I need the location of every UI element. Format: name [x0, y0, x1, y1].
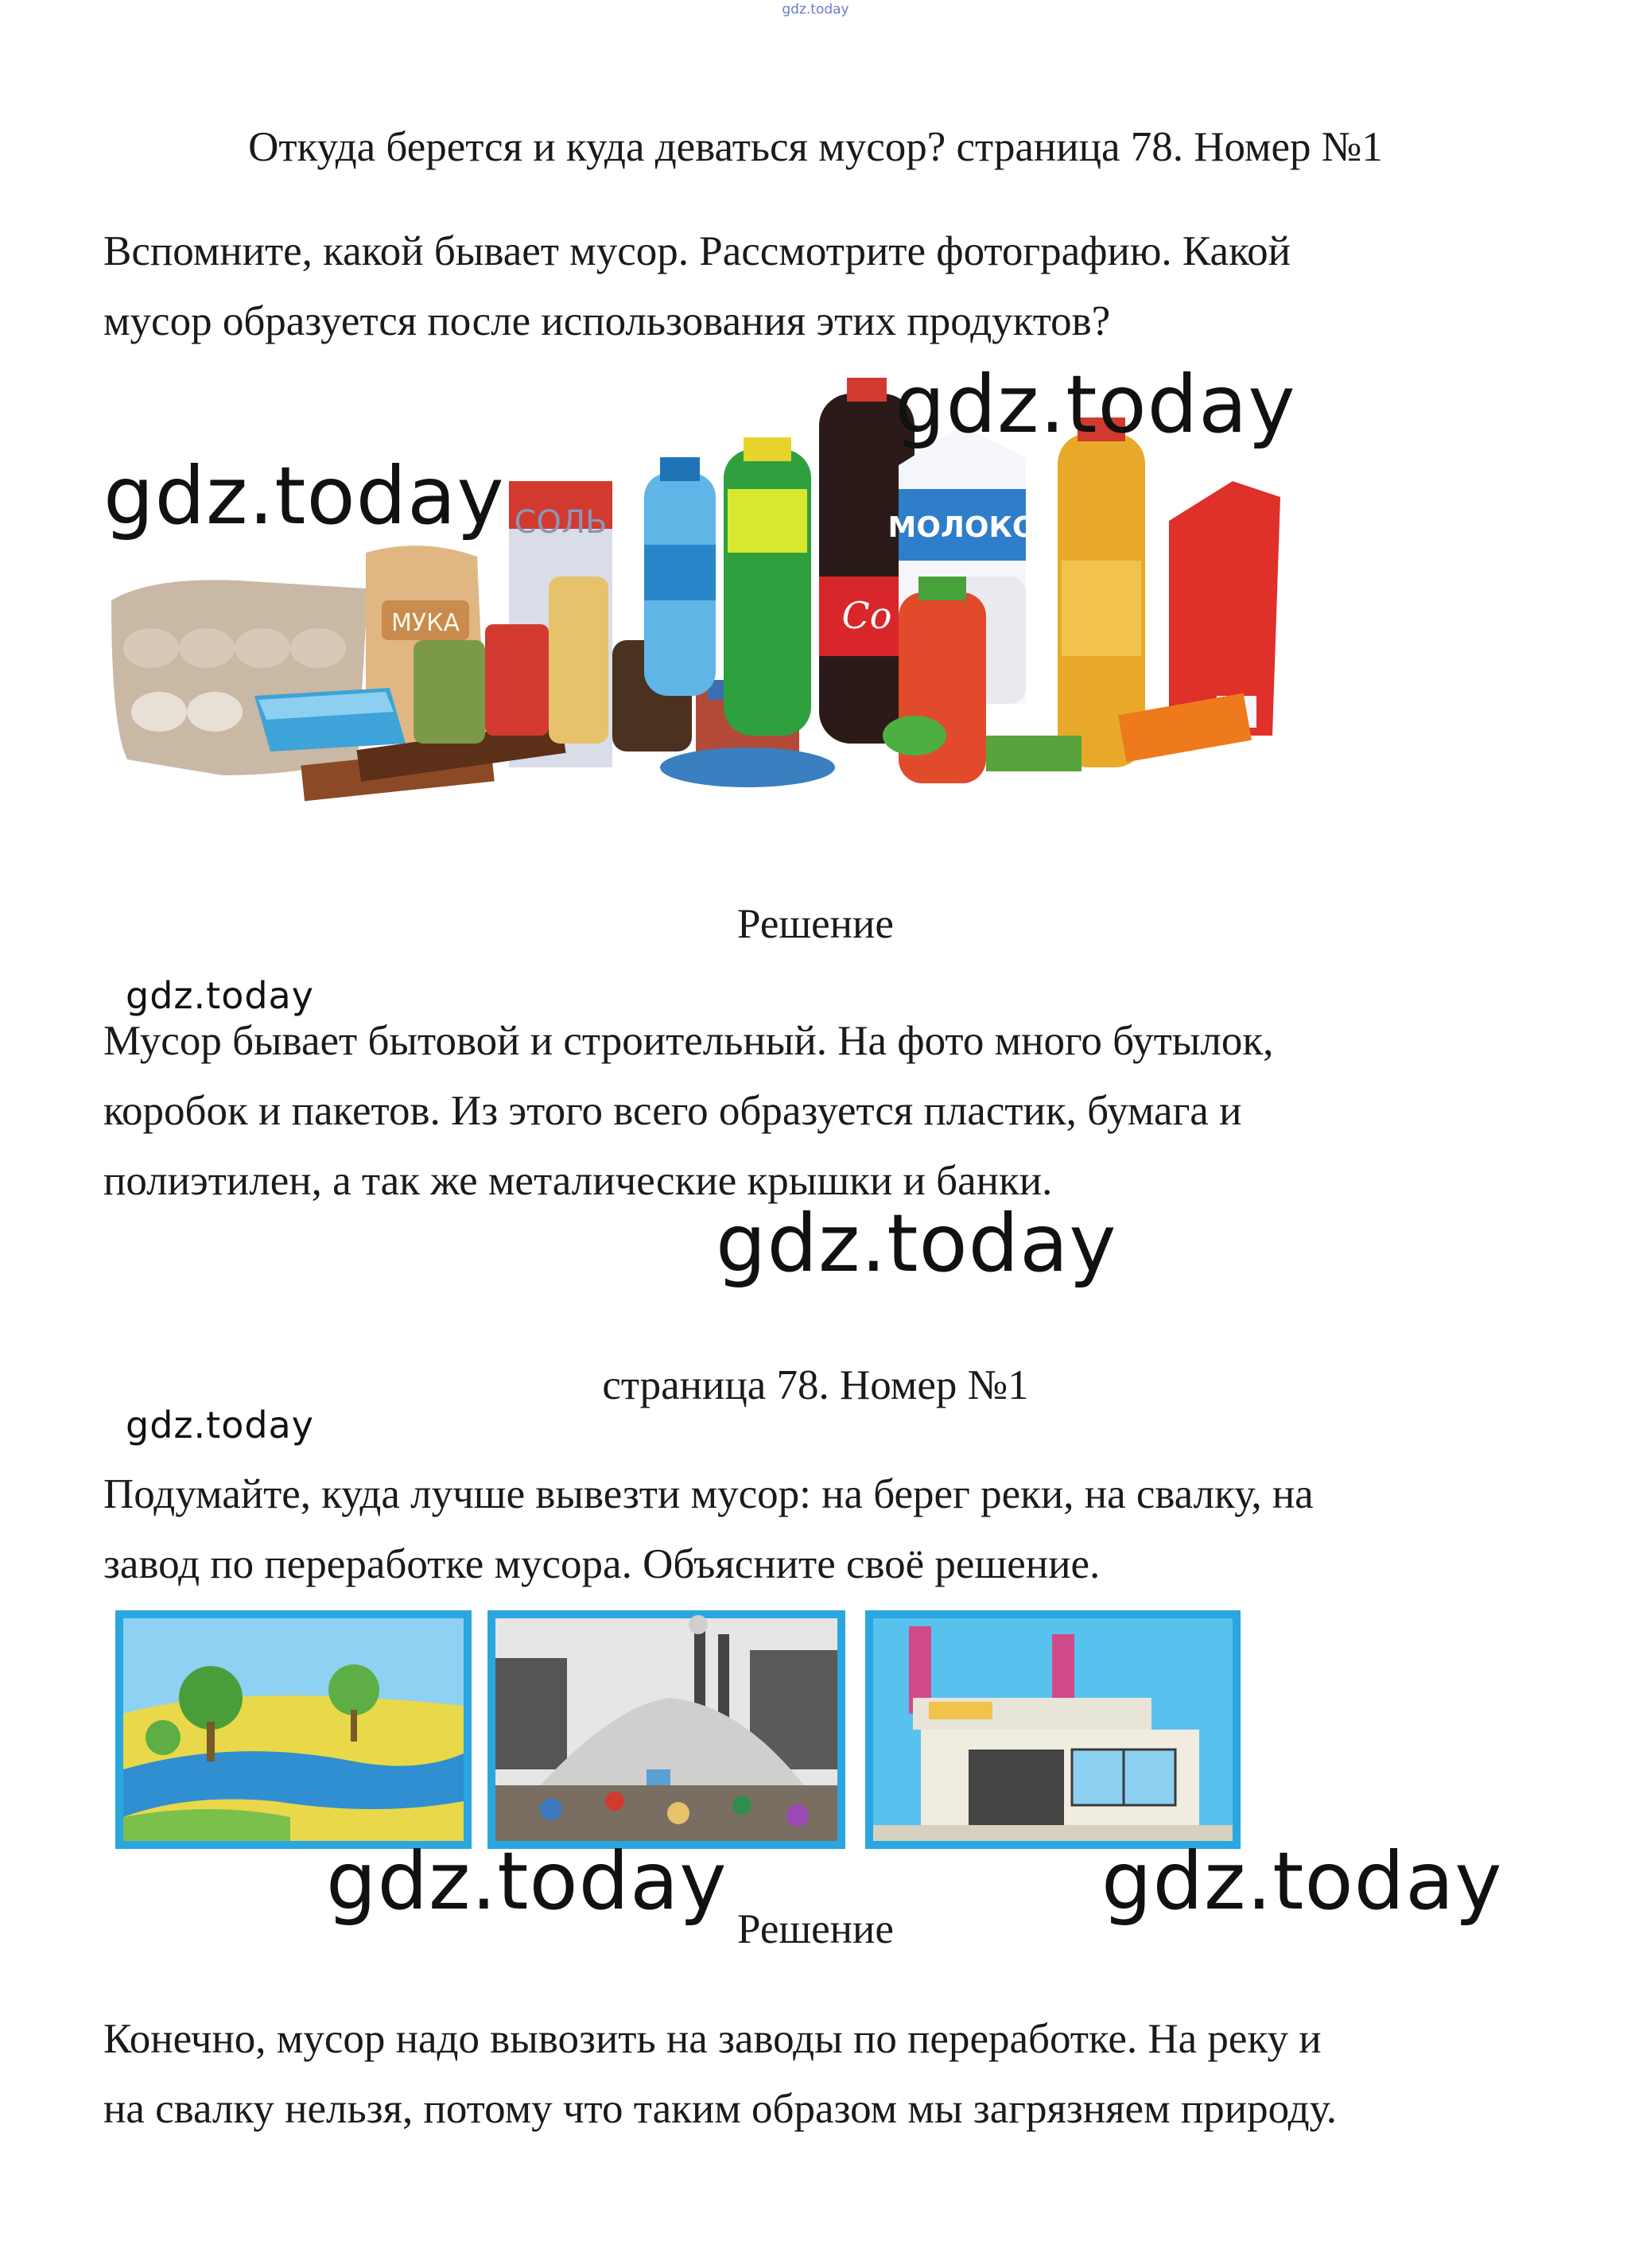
berry-tray-icon	[254, 688, 406, 751]
answer-line: коробок и пакетов. Из этого всего образуется пластик, бумага и	[103, 1088, 1242, 1134]
landfill-scene-picture	[487, 1610, 845, 1849]
river-scene-picture	[115, 1610, 472, 1849]
question-line: Вспомните, какой бывает мусор. Рассмотрите фотографию. Какой	[103, 228, 1291, 274]
green-bottle-icon	[724, 437, 811, 736]
watermark: gdz.today	[126, 1404, 314, 1447]
section1-answer	[103, 1006, 1535, 1216]
watermark: gdz.today	[1101, 1835, 1503, 1928]
section1-question	[103, 216, 1535, 356]
water-bottle-icon	[644, 457, 716, 696]
svg-text:МОЛОКО: МОЛОКО	[887, 511, 1037, 544]
watermark: gdz.today	[895, 358, 1296, 451]
answer-line: Мусор бывает бытовой и строительный. На фото много бутылок,	[103, 1018, 1274, 1064]
answer-line: Конечно, мусор надо вывозить на заводы по переработке. На реку и	[103, 2016, 1322, 2062]
svg-text:Co: Co	[841, 594, 892, 637]
section2-question	[103, 1459, 1535, 1599]
svg-text:МУКА: МУКА	[391, 609, 460, 637]
solution-label: Решение	[737, 901, 894, 947]
svg-text:СОЛЬ: СОЛЬ	[514, 504, 608, 541]
section2-answer	[103, 2004, 1535, 2144]
answer-line: полиэтилен, а так же металические крышки и банки.	[103, 1158, 1053, 1204]
question-line: завод по переработке мусора. Объясните своё решение.	[103, 1541, 1101, 1587]
watermark: gdz.today	[126, 974, 314, 1017]
question-line: Подумайте, куда лучше вывезти мусор: на берег реки, на свалку, на	[103, 1471, 1314, 1517]
solution-label: Решение	[737, 1906, 894, 1952]
answer-line: на свалку нельзя, потому что таким образом мы загрязняем природу.	[103, 2086, 1337, 2132]
recycling-plant-picture	[865, 1610, 1241, 1849]
top-watermark: gdz.today	[782, 2, 849, 17]
watermark: gdz.today	[326, 1835, 728, 1928]
watermark: gdz.today	[716, 1197, 1117, 1290]
question-line: мусор образуется после использования этих продуктов?	[103, 298, 1111, 344]
section2-title: страница 78. Номер №1	[602, 1362, 1029, 1408]
section1-title: Откуда берется и куда деваться мусор? страница 78. Номер №1	[248, 124, 1383, 170]
watermark: gdz.today	[103, 449, 505, 542]
